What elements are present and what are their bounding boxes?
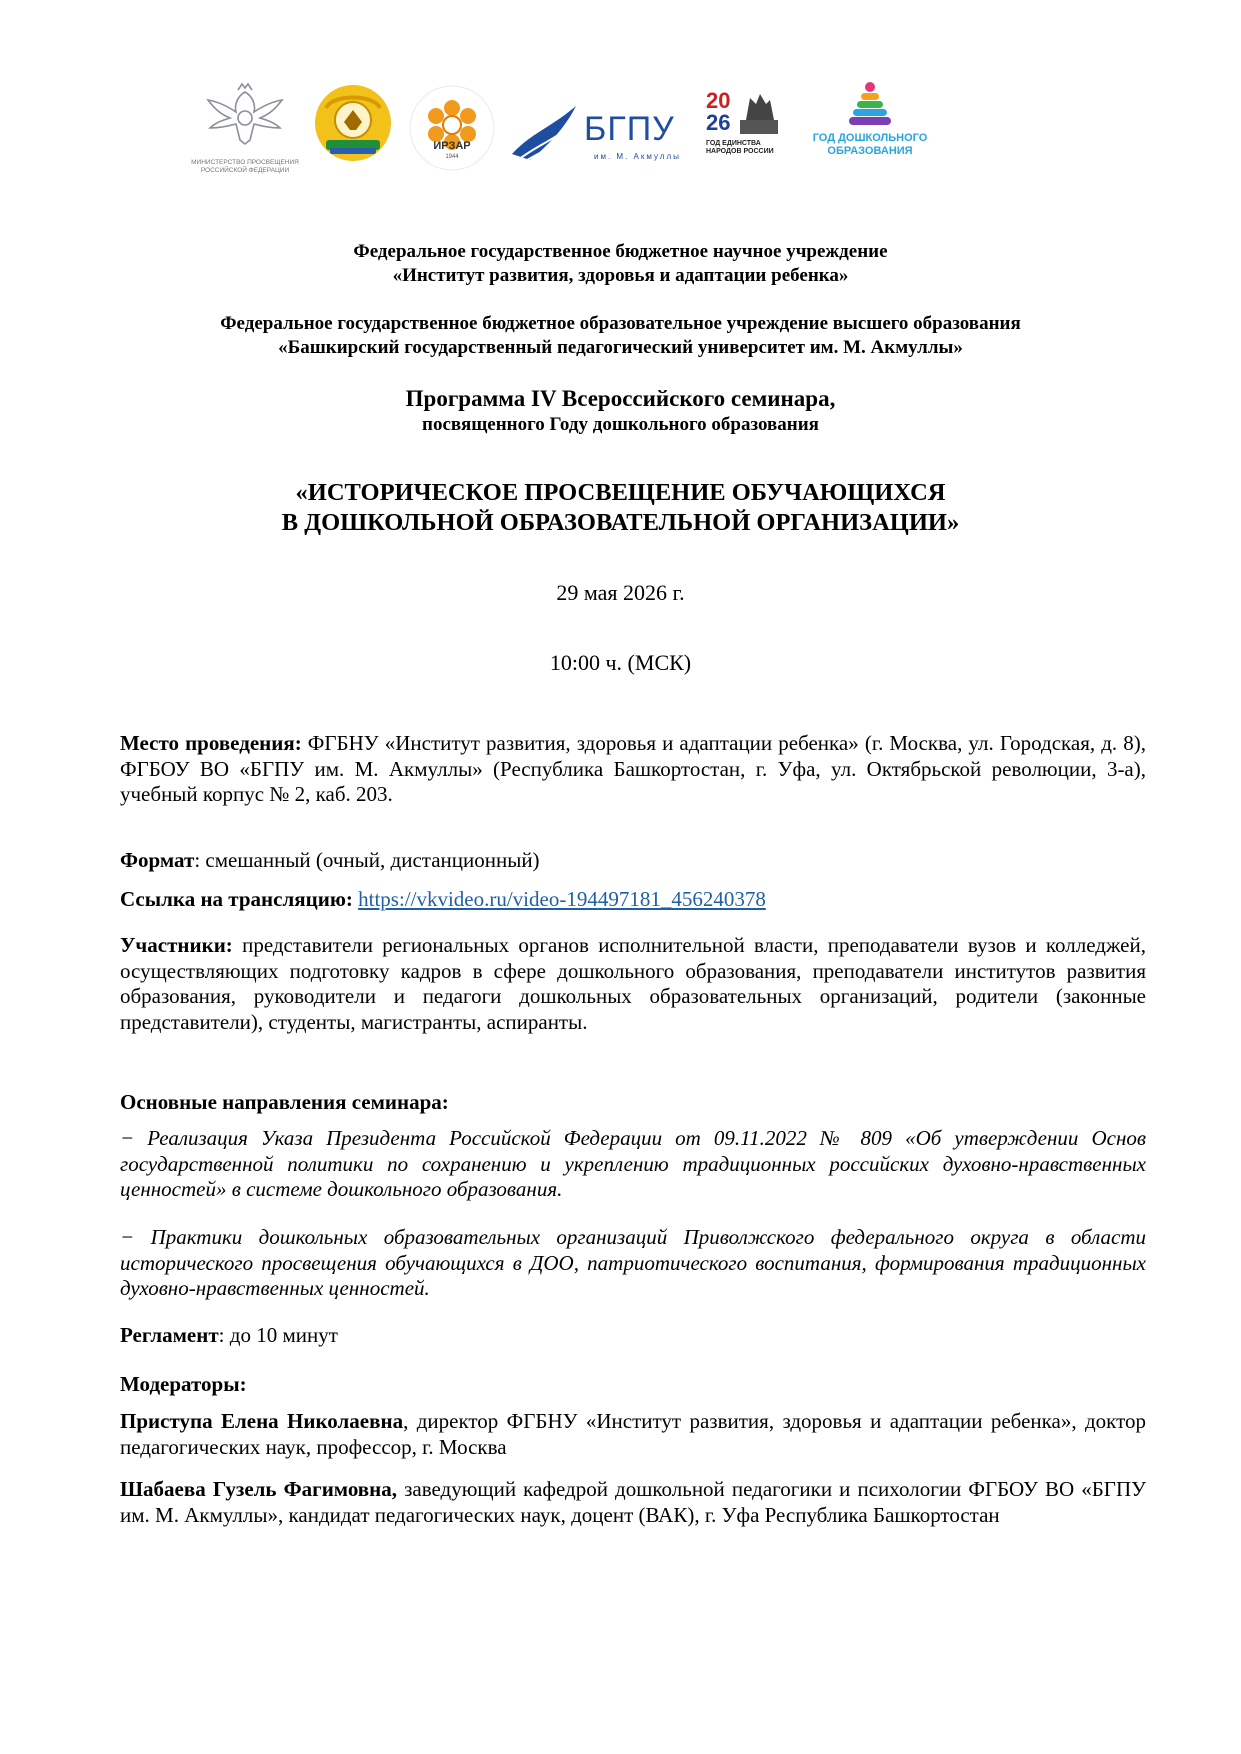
ministry-caption-1: МИНИСТЕРСТВО ПРОСВЕЩЕНИЯ: [191, 159, 299, 166]
venue-paragraph: [120, 731, 1146, 808]
participants-label: Участники:: [120, 933, 233, 957]
irzar-name: ИРЗАР: [433, 140, 471, 152]
venue-label: Место проведения:: [120, 731, 302, 755]
venue-text: ФГБНУ «Институт развития, здоровья и адаптации ребенка» (г. Москва, ул. Городская, д. 8), ФГБОУ ВО «БГПУ им. М. Акмуллы» (Республика Башкортостан, г. Уфа, ул. Октябрьской революции, 3-а), учебный корпус № 2, каб. 203.: [120, 731, 1146, 806]
regulation-label: Регламент: [120, 1323, 219, 1347]
format-label: Формат: [120, 848, 195, 872]
stream-label: Ссылка на трансляцию:: [120, 887, 353, 911]
moderator-1-text: , директор ФГБНУ «Институт развития, здоровья и адаптации ребенка», доктор педагогических наук, профессор, г. Москва: [120, 1409, 1146, 1459]
moderators-label: Модераторы:: [120, 1372, 247, 1396]
moderator-1: [120, 1409, 1146, 1460]
preschool-year-line-2: ОБРАЗОВАНИЯ: [827, 145, 913, 157]
format-text: : смешанный (очный, дистанционный): [194, 848, 540, 872]
year-unity-line-1: ГОД ЕДИНСТВА: [706, 140, 761, 147]
moderators-heading: [120, 1372, 1146, 1398]
double-eagle-emblem-icon: [190, 82, 300, 154]
program-title: Программа IV Всероссийского семинара,: [405, 386, 836, 411]
irzar-year: 1944: [445, 154, 459, 160]
org1-heading: [60, 240, 1181, 288]
org2-heading: [60, 312, 1181, 360]
moderator-2: [120, 1477, 1146, 1528]
logo-strip: [190, 82, 1070, 182]
ministry-logo: [190, 82, 300, 175]
direction-item-2: − Практики дошкольных образовательных организаций Приволжского федерального округа в области исторического просвещения обучающихся в ДОО, патриотического воспитания, формирования традиционных духовно-нравственных ценностей.: [120, 1225, 1146, 1300]
moderator-1-name: Приступа Елена Николаевна: [120, 1409, 404, 1433]
org1-line-1: Федеральное государственное бюджетное научное учреждение: [353, 241, 888, 262]
seminar-title-line-1: «ИСТОРИЧЕСКОЕ ПРОСВЕЩЕНИЕ ОБУЧАЮЩИХСЯ: [295, 479, 946, 506]
program-subtitle: посвященного Году дошкольного образования: [422, 414, 819, 435]
org2-line-2: «Башкирский государственный педагогический университет им. М. Акмуллы»: [278, 337, 963, 358]
stream-link[interactable]: https://vkvideo.ru/video-194497181_456240378: [358, 887, 766, 911]
preschool-year-line-1: ГОД ДОШКОЛЬНОГО: [812, 132, 928, 144]
bgpu-name: БГПУ: [584, 110, 675, 148]
moderator-2-name: Шабаева Гузель Фагимовна,: [120, 1477, 397, 1501]
ministry-caption-2: РОССИЙСКОЙ ФЕДЕРАЦИИ: [200, 167, 290, 174]
org1-line-2: «Институт развития, здоровья и адаптации ребенка»: [392, 265, 849, 286]
event-date: 29 мая 2026 г.: [556, 580, 685, 605]
year-unity-year-bottom: 26: [706, 110, 731, 135]
year-unity-year-top: 20: [706, 88, 731, 113]
direction-item-1: − Реализация Указа Президента Российской Федерации от 09.11.2022 № 809 «Об утверждении Основ государственной политики по сохранению и укреплению традиционных российских духовно-нравственных ценностей» в системе дошкольного образования.: [120, 1126, 1146, 1201]
directions-heading: [120, 1090, 1146, 1116]
irzar-flower-icon: [406, 82, 498, 174]
bashkortostan-emblem-logo: [312, 82, 394, 169]
pyramid-toy-icon: [848, 82, 892, 130]
format-paragraph: [120, 848, 1146, 874]
irzar-logo: [406, 82, 498, 179]
moderator-2-text: заведующий кафедрой дошкольной педагогики и психологии ФГБОУ ВО «БГПУ им. М. Акмуллы», кандидат педагогических наук, доцент (ВАК), г. Уфа Республика Башкортостан: [120, 1477, 1146, 1527]
bgpu-subtitle: им. М. Акмуллы: [594, 152, 681, 161]
year-unity-line-2: НАРОДОВ РОССИИ: [706, 148, 774, 155]
seminar-title: [60, 478, 1181, 538]
event-time: 10:00 ч. (МСК): [549, 650, 692, 675]
program-heading: [60, 385, 1181, 437]
monument-icon: [736, 90, 782, 136]
regulation-paragraph: [120, 1323, 1146, 1349]
participants-text: представители региональных органов исполнительной власти, преподаватели вузов и колледжей, осуществляющих подготовку кадров в сфере дошкольного образования, преподаватели институтов развития образования, руководители и педагоги дошкольных образовательных организаций, родители (законные представители), студенты, магистранты, аспиранты.: [120, 933, 1146, 1034]
regulation-text: : до 10 минут: [218, 1323, 338, 1347]
bashkortostan-emblem-icon: [312, 82, 394, 164]
seminar-title-line-2: В ДОШКОЛЬНОЙ ОБРАЗОВАТЕЛЬНОЙ ОРГАНИЗАЦИИ»: [281, 509, 960, 536]
org2-line-1: Федеральное государственное бюджетное образовательное учреждение высшего образования: [220, 313, 1021, 334]
bgpu-wave-icon: [510, 104, 580, 164]
directions-label: Основные направления семинара:: [120, 1090, 449, 1114]
participants-paragraph: [120, 933, 1146, 1035]
stream-paragraph: [120, 887, 1146, 913]
